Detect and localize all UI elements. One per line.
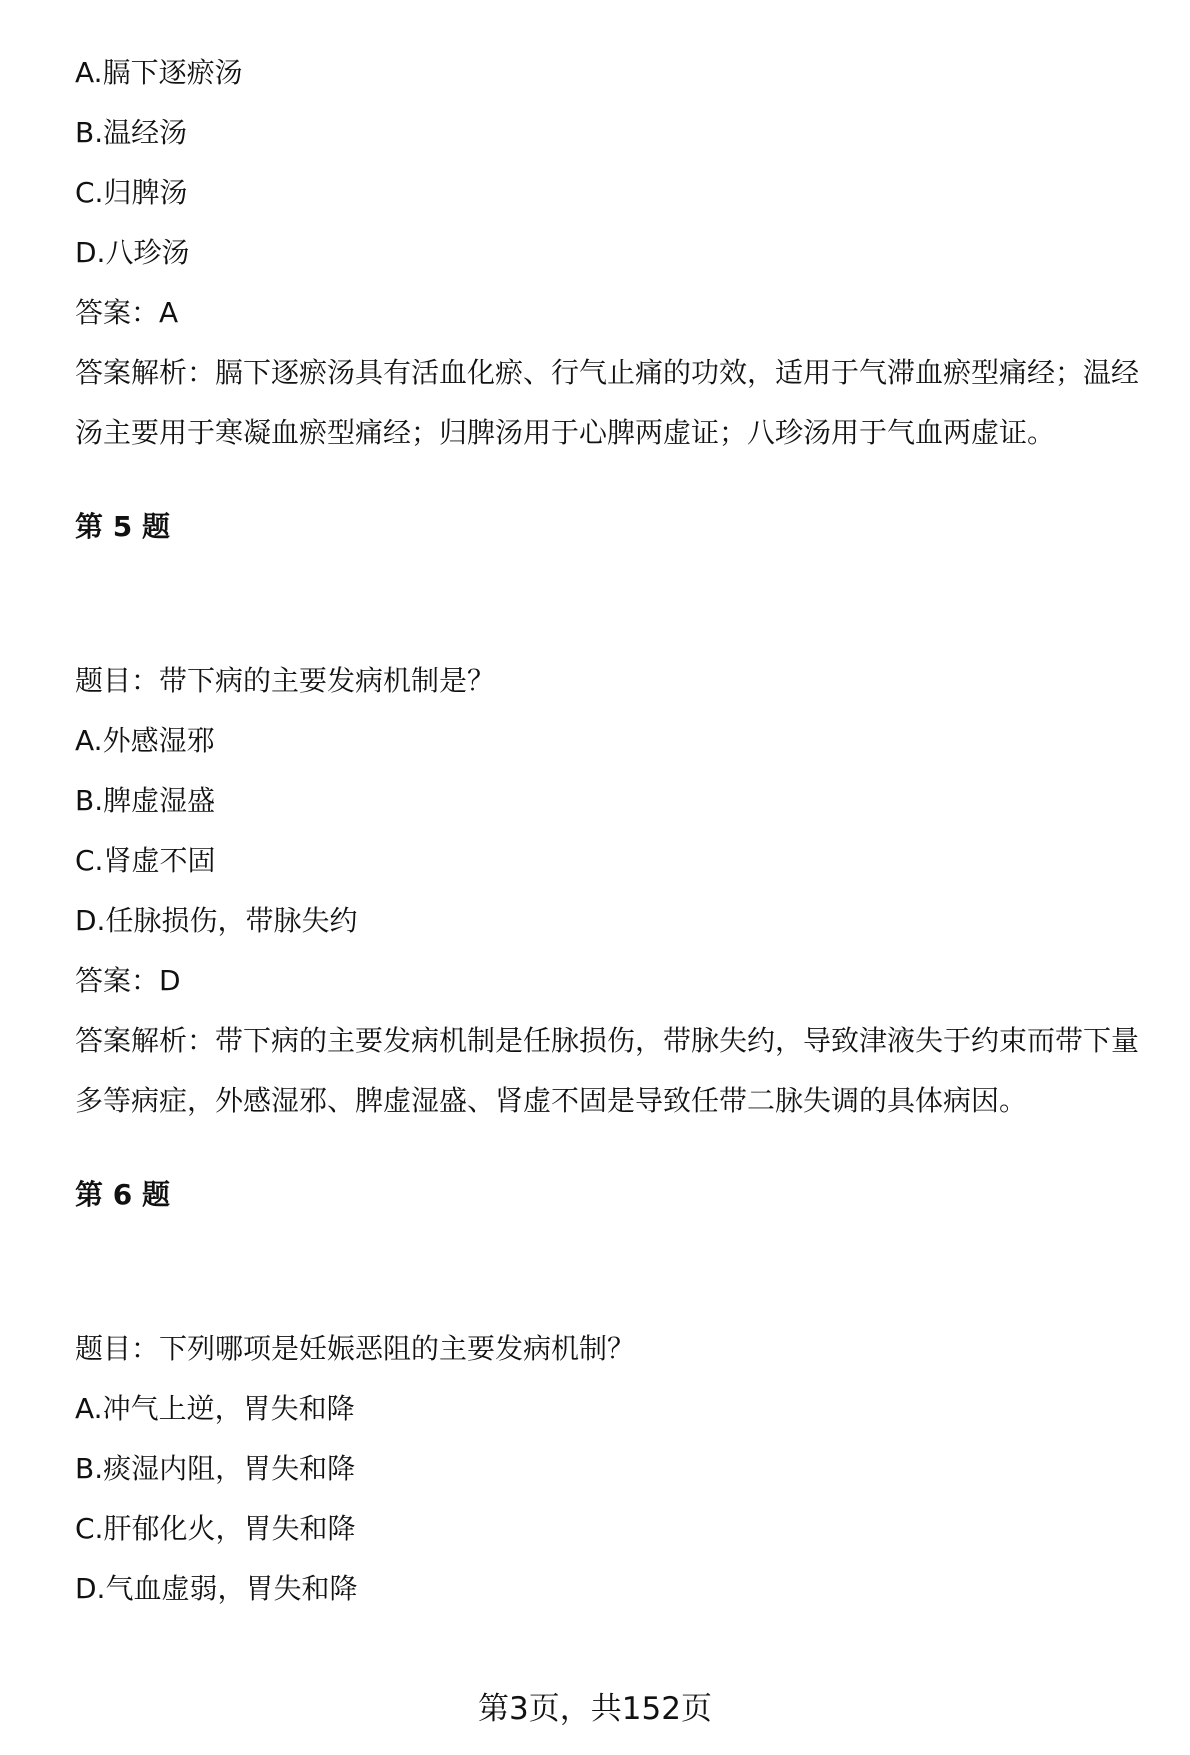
answer: 答案：D [75,964,181,997]
option-b: B.温经汤 [75,116,188,149]
option-c: C.肾虚不固 [75,844,216,877]
spacer [75,463,1165,497]
option-a: A.冲气上逆，胃失和降 [75,1392,355,1425]
question-text: 题目：下列哪项是妊娠恶阻的主要发病机制？ [75,1332,636,1365]
option-a: A.外感湿邪 [75,724,215,757]
spacer [75,1131,1165,1165]
option-c: C.归脾汤 [75,176,188,209]
option-d: D.八珍汤 [75,236,190,269]
spacer [75,1225,1165,1319]
option-b: B.脾虚湿盛 [75,784,216,817]
option-d: D.气血虚弱，胃失和降 [75,1572,358,1605]
document-page [75,0,1165,1619]
option-c: C.肝郁化火，胃失和降 [75,1512,356,1545]
answer-explanation: 答案解析：膈下逐瘀汤具有活血化瘀、行气止痛的功效，适用于气滞血瘀型痛经；温经汤主要用于寒凝血瘀型痛经；归脾汤用于心脾两虚证；八珍汤用于气血两虚证。 [75,356,1140,449]
page-indicator: 第3页，共152页 [478,1691,712,1727]
question-heading: 第 6 题 [75,1178,170,1211]
answer: 答案：A [75,296,179,329]
question-heading: 第 5 题 [75,510,170,543]
spacer [75,557,1165,651]
question-text: 题目：带下病的主要发病机制是？ [75,664,496,697]
option-b: B.痰湿内阻，胃失和降 [75,1452,356,1485]
option-d: D.任脉损伤，带脉失约 [75,904,358,937]
answer-explanation: 答案解析：带下病的主要发病机制是任脉损伤，带脉失约，导致津液失于约束而带下量多等病症，外感湿邪、脾虚湿盛、肾虚不固是导致任带二脉失调的具体病因。 [75,1024,1140,1117]
option-a: A.膈下逐瘀汤 [75,56,243,89]
top-margin [75,0,1165,43]
